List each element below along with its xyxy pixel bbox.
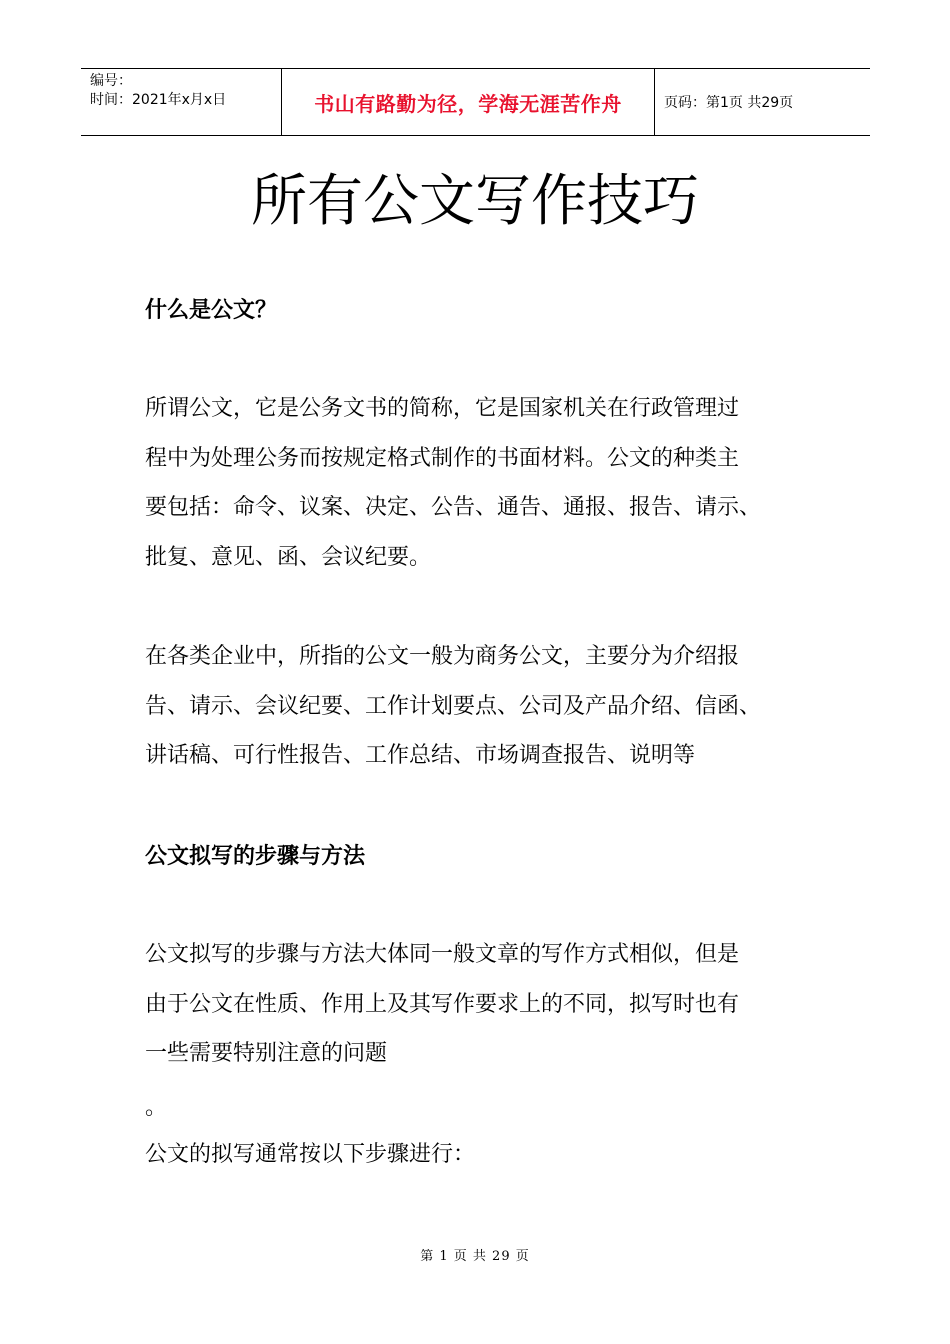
paragraph-line: 公文的拟写通常按以下步骤进行： [145, 1142, 476, 1167]
paragraph-line: 一些需要特别注意的问题 [145, 1041, 388, 1066]
paragraph-line: 要包括：命令、议案、决定、公告、通告、通报、报告、请示、 [145, 495, 762, 520]
paragraph-line: 批复、意见、函、会议纪要。 [145, 544, 432, 570]
paragraph-steps-intro [145, 1130, 825, 1180]
header-page-info: 页码：第1页 共29页 [664, 95, 794, 111]
document-time-label: 时间：2021年x月x日 [90, 92, 227, 108]
section-heading-what-is-document: 什么是公文？ [145, 298, 278, 323]
section-heading-writing-steps: 公文拟写的步骤与方法 [145, 844, 366, 869]
paragraph-definition [145, 384, 825, 582]
page-footer: 第 1 页 共 29 页 [420, 1249, 530, 1264]
paragraph-line: 程中为处理公务而按规定格式制作的书面材料。公文的种类主 [145, 445, 740, 471]
document-number-label: 编号： [90, 73, 132, 89]
paragraph-line: 所谓公文，它是公务文书的简称，它是国家机关在行政管理过 [145, 396, 740, 421]
header-motto: 书山有路勤为径，学海无涯苦作舟 [282, 69, 655, 135]
page-header [81, 68, 870, 136]
document-title: 所有公文写作技巧 [251, 169, 699, 234]
paragraph-line: 公文拟写的步骤与方法大体同一般文章的写作方式相似，但是 [145, 942, 740, 967]
paragraph-line: 告、请示、会议纪要、工作计划要点、公司及产品介绍、信函、 [145, 693, 762, 719]
paragraph-line: 讲话稿、可行性报告、工作总结、市场调查报告、说明等 [145, 743, 696, 768]
paragraph-period [145, 1083, 825, 1133]
paragraph-business-documents [145, 632, 825, 781]
paragraph-writing-method [145, 930, 825, 1079]
paragraph-line: 。 [145, 1095, 168, 1120]
paragraph-line: 由于公文在性质、作用上及其写作要求上的不同，拟写时也有 [145, 991, 740, 1017]
paragraph-line: 在各类企业中，所指的公文一般为商务公文，主要分为介绍报 [145, 644, 740, 669]
header-meta-cell [81, 69, 282, 135]
